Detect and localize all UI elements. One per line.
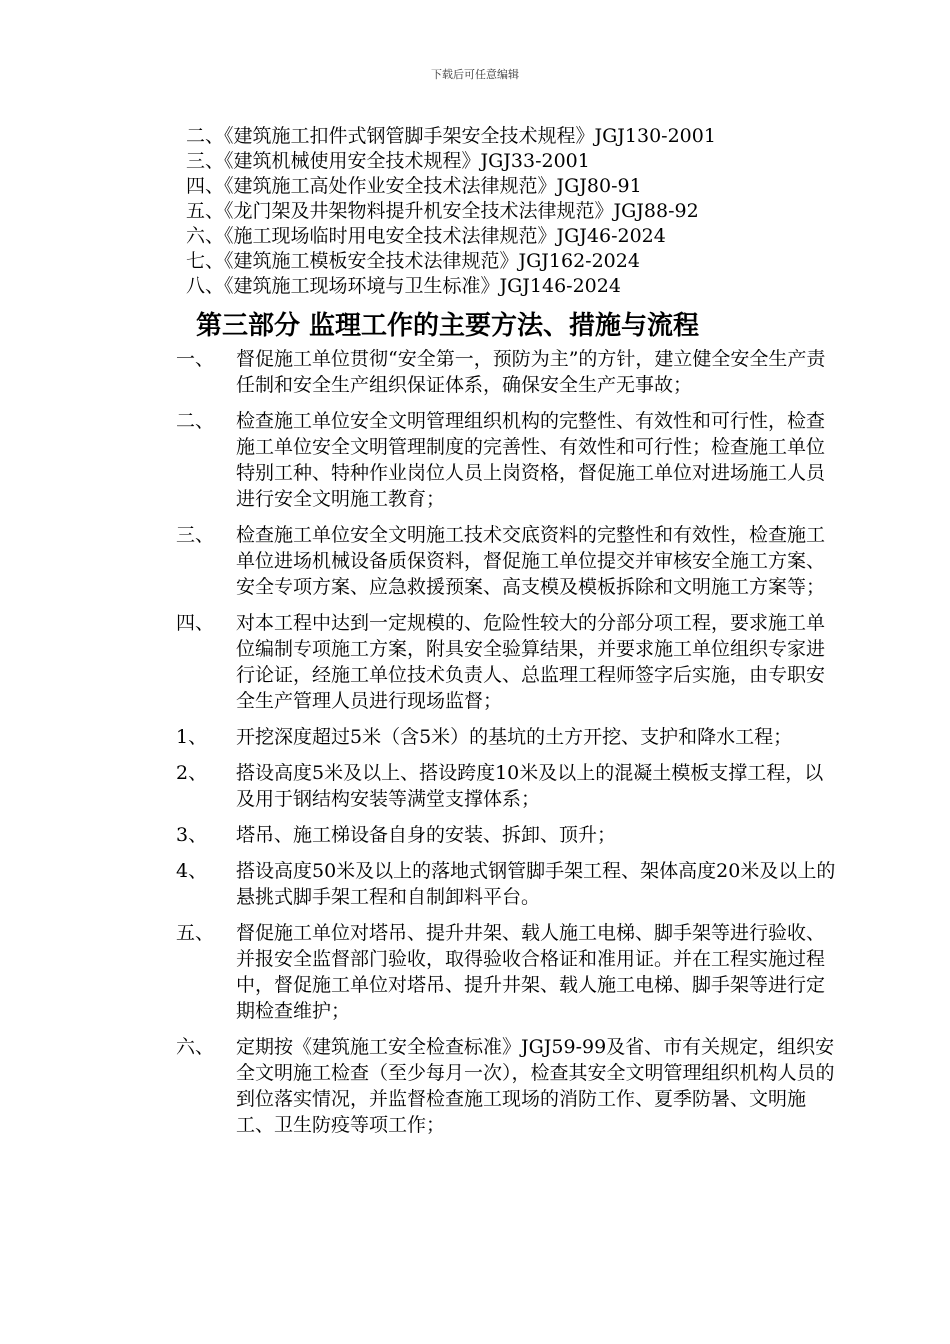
item-text: 督促施工单位对塔吊、提升井架、载人施工电梯、脚手架等进行验收、并报安全监督部门验收，取得验收合格证和准用证。并在工程实施过程中，督促施工单位对塔吊、提升井架、载人施工电梯、脚手架等进行定期检查维护； bbox=[236, 922, 826, 1022]
item-number: 4、 bbox=[176, 860, 208, 882]
item-text: 检查施工单位安全文明施工技术交底资料的完整性和有效性，检查施工单位进场机械设备质保资料，督促施工单位提交并审核安全施工方案、安全专项方案、应急救援预案、高支模及模板拆除和文明施工方案等； bbox=[236, 524, 826, 598]
reference-item: 八、《建筑施工现场环境与卫生标准》JGJ146-2024 bbox=[186, 275, 621, 297]
reference-item: 二、《建筑施工扣件式钢管脚手架安全技术规程》JGJ130-2001 bbox=[186, 125, 716, 147]
item-text: 定期按《建筑施工安全检查标准》JGJ59-99及省、市有关规定，组织安全文明施工检查（至少每月一次），检查其安全文明管理组织机构人员的到位落实情况，并监督检查施工现场的消防工作、夏季防暑、文明施工、卫生防疫等项工作； bbox=[236, 1036, 835, 1136]
item-number: 一、 bbox=[176, 348, 215, 370]
list-item bbox=[176, 522, 836, 600]
reference-item: 五、《龙门架及井架物料提升机安全技术法律规范》JGJ88-92 bbox=[186, 200, 699, 222]
reference-item: 六、《施工现场临时用电安全技术法律规范》JGJ46-2024 bbox=[186, 225, 666, 247]
reference-item: 四、《建筑施工高处作业安全技术法律规范》JGJ80-91 bbox=[186, 175, 642, 197]
item-text: 搭设高度5米及以上、搭设跨度10米及以上的混凝土模板支撑工程，以及用于钢结构安装等满堂支撑体系； bbox=[236, 762, 824, 810]
item-number: 二、 bbox=[176, 410, 215, 432]
reference-item: 七、《建筑施工模板安全技术法律规范》JGJ162-2024 bbox=[186, 250, 640, 272]
item-number: 六、 bbox=[176, 1036, 215, 1058]
list-item bbox=[176, 822, 836, 848]
item-number: 1、 bbox=[176, 726, 208, 748]
list-item bbox=[176, 760, 836, 812]
page-header-note: 下载后可任意编辑 bbox=[431, 68, 519, 81]
list-item bbox=[176, 858, 836, 910]
item-number: 四、 bbox=[176, 612, 215, 634]
list-item bbox=[176, 1034, 836, 1138]
list-item bbox=[176, 346, 836, 398]
item-text: 督促施工单位贯彻“安全第一，预防为主”的方针，建立健全安全生产责任制和安全生产组织保证体系，确保安全生产无事故； bbox=[236, 348, 826, 396]
item-text: 对本工程中达到一定规模的、危险性较大的分部分项工程，要求施工单位编制专项施工方案，附具安全验算结果，并要求施工单位组织专家进行论证，经施工单位技术负责人、总监理工程师签字后实施，由专职安全生产管理人员进行现场监督； bbox=[236, 612, 826, 712]
item-number: 3、 bbox=[176, 824, 208, 846]
list-item bbox=[176, 408, 836, 512]
list-item bbox=[176, 610, 836, 714]
item-number: 三、 bbox=[176, 524, 215, 546]
list-item bbox=[176, 920, 836, 1024]
section-title: 第三部分 监理工作的主要方法、措施与流程 bbox=[196, 311, 700, 341]
item-text: 检查施工单位安全文明管理组织机构的完整性、有效性和可行性，检查施工单位安全文明管理制度的完善性、有效性和可行性；检查施工单位特别工种、特种作业岗位人员上岗资格，督促施工单位对进场施工人员进行安全文明施工教育； bbox=[236, 410, 826, 510]
reference-item: 三、《建筑机械使用安全技术规程》JGJ33-2001 bbox=[186, 150, 590, 172]
item-text: 塔吊、施工梯设备自身的安装、拆卸、顶升； bbox=[236, 824, 617, 846]
reference-list bbox=[186, 124, 886, 299]
item-text: 开挖深度超过5米（含5米）的基坑的土方开挖、支护和降水工程； bbox=[236, 726, 793, 748]
item-number: 五、 bbox=[176, 922, 215, 944]
item-number: 2、 bbox=[176, 762, 208, 784]
list-item bbox=[176, 724, 836, 750]
method-list bbox=[176, 346, 836, 1148]
item-text: 搭设高度50米及以上的落地式钢管脚手架工程、架体高度20米及以上的悬挑式脚手架工程和自制卸料平台。 bbox=[236, 860, 836, 908]
